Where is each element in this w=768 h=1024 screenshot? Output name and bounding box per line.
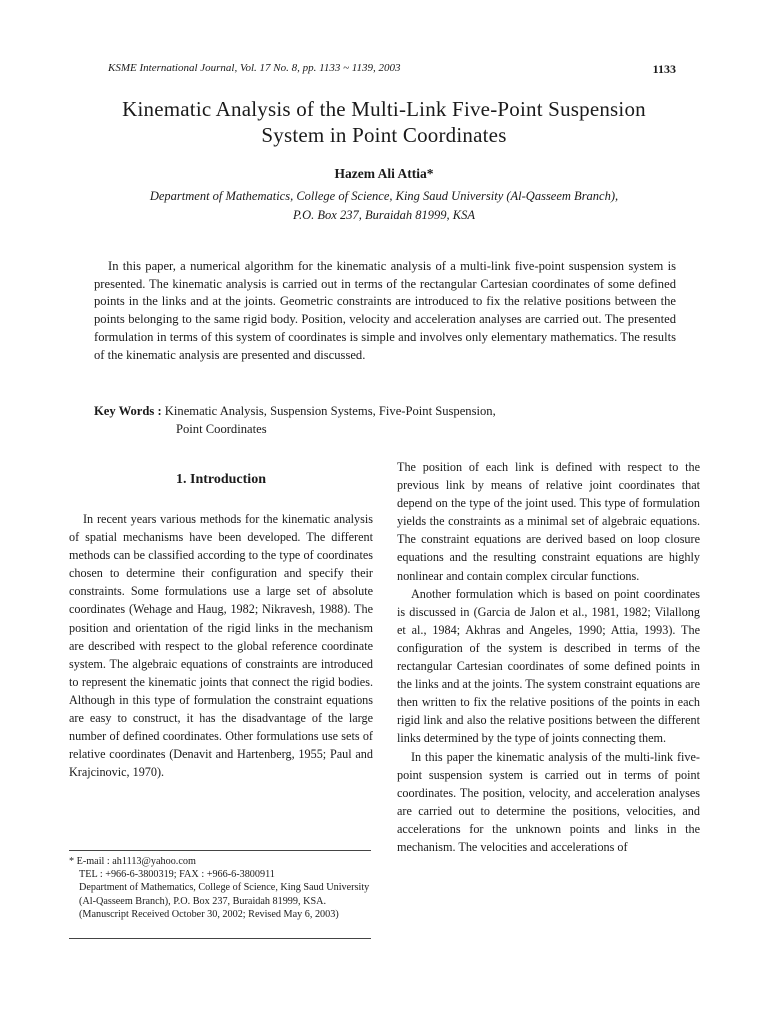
author-name: Hazem Ali Attia* <box>334 166 434 181</box>
intro-paragraph-1: In recent years various methods for the kinematic analysis of spatial mechanisms have been developed. The different methods can be classified according to the type of coordinates chosen to determine their configuration and specify their constraints. Some formulations use a large set of absolute coordinates (Wehage and Haug, 1982; Nikravesh, 1988). The position and orientation of the rigid links in the mechanism are described with respect to the global reference coordinate system. The algebraic equations of constraints are introduced to represent the kinematic joints that connect the rigid bodies. Although in this type of formulation the constraint equations are easy to construct, it has the disadvantage of the large number of defined coordinates. Other formulations use sets of relative coordinates (Denavit and Hartenberg, 1955; Paul and Krajcinovic, 1970). <box>69 512 373 780</box>
footnote-rule <box>69 850 371 851</box>
footnote <box>69 855 373 921</box>
keywords-line-2: Point Coordinates <box>176 422 267 436</box>
title-line-2: System in Point Coordinates <box>261 123 507 147</box>
abstract: In this paper, a numerical algorithm for the kinematic analysis of a multi-link five-point suspension system is presented. The kinematic analysis is carried out in terms of the rectangular Cartesian coordinates of some defined points in the links and at the joints. Geometric constraints are introduced to fix the relative positions between the points belonging to the same rigid body. Position, velocity and acceleration analyses are carried out. The presented formulation in terms of this system of coordinates is simple and involves only elementary mathematics. The results of the kinematic analysis are presented and discussed. <box>94 259 676 362</box>
footnote-email: * E-mail : ah1113@yahoo.com <box>69 856 196 867</box>
intro-paragraph-3: Another formulation which is based on point coordinates is discussed in (Garcia de Jalon et al., 1981, 1982; Vilallong et al., 1984; Akhras and Angeles, 1990; Attia, 1993). The configuration of the system is described in terms of the rectangular Cartesian coordinates of some defined points in the links and at the joints. The system constraint equations are then written to fix the relative positions of the points in each rigid link and also the relative positions between the different links determined by the type of joints connecting them. <box>397 586 700 746</box>
title-line-1: Kinematic Analysis of the Multi-Link Five-Point Suspension <box>122 97 646 121</box>
page-number: 1133 <box>652 62 676 76</box>
keywords-line-1: Kinematic Analysis, Suspension Systems, Five-Point Suspension, <box>164 404 496 418</box>
intro-paragraph-2: The position of each link is defined with respect to the previous link by means of relative joint coordinates that depend on the type of the joint used. This type of formulation yields the constraints as a minimal set of algebraic equations. The constraint equations are derived based on loop closure equations and the resulting constraint equations are highly nonlinear and contain complex circular functions. <box>397 460 700 583</box>
footnote-end-rule <box>69 938 371 939</box>
footnote-address: Department of Mathematics, College of Science, King Saud University (Al-Qasseem Branch), P.O. Box 237, Buraidah 81999, KSA. (Manuscript Received October 30, 2002; Revised May 6, 2003) <box>79 882 370 920</box>
running-head: KSME International Journal, Vol. 17 No. 8, pp. 1133 ~ 1139, 2003 <box>108 62 401 74</box>
left-column <box>69 510 373 781</box>
keywords <box>94 402 654 438</box>
section-heading: 1. Introduction <box>176 472 266 487</box>
keywords-label: Key Words : <box>94 404 162 418</box>
intro-paragraph-4: In this paper the kinematic analysis of the multi-link five-point suspension system is carried out in terms of point coordinates. The position, velocity, and acceleration analyses are carried out to determine the positions, velocities, and accelerations for the unknown points and links in the mechanism. The velocities and accelerations of <box>397 749 700 854</box>
affiliation-line-2: P.O. Box 237, Buraidah 81999, KSA <box>292 208 476 222</box>
footnote-phone: TEL : +966-6-3800319; FAX : +966-6-3800911 <box>79 869 275 881</box>
affiliation <box>60 187 708 225</box>
affiliation-line-1: Department of Mathematics, College of Science, King Saud University (Al-Qasseem Branch), <box>149 189 619 203</box>
right-column <box>397 458 700 856</box>
paper-title <box>60 96 708 148</box>
